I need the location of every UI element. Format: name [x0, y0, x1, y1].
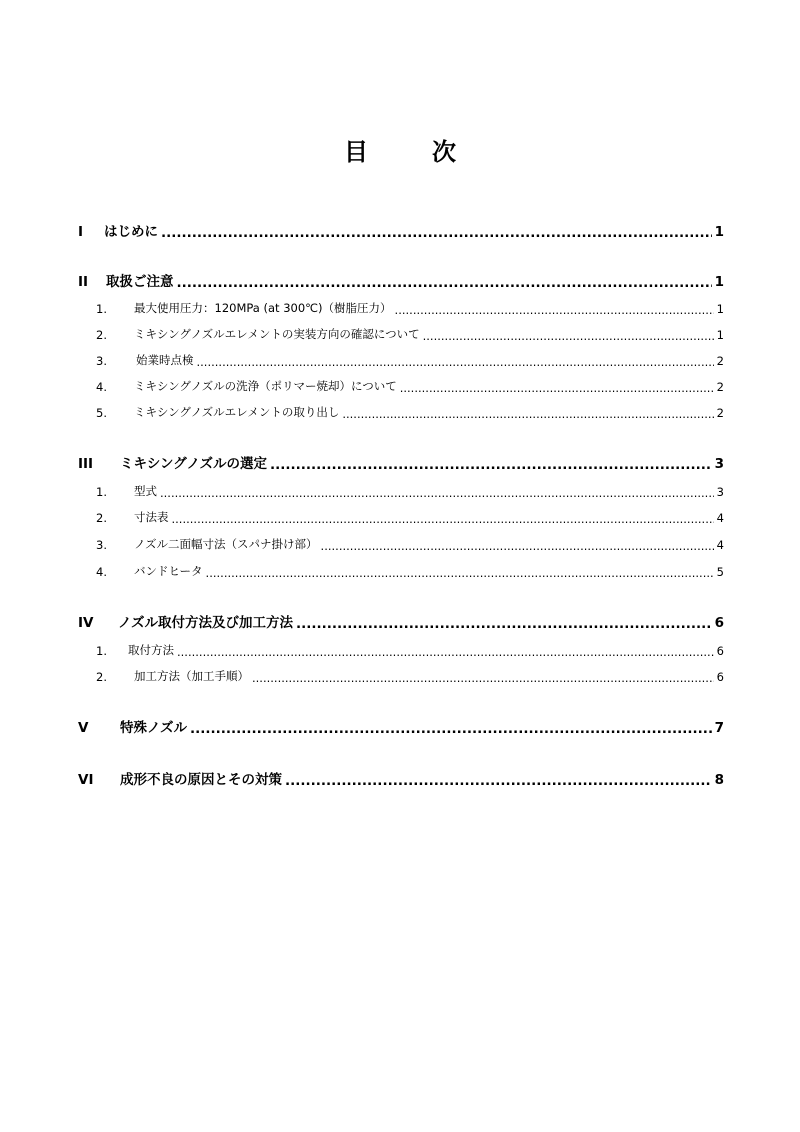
toc-number: 4.: [96, 565, 107, 579]
toc-number: 3.: [96, 538, 107, 552]
toc-label: ミキシングノズルの洗浄（ポリマー焼却）について: [134, 379, 397, 393]
toc-section-2-5[interactable]: [78, 400, 724, 420]
toc-chapter-2[interactable]: [78, 270, 724, 290]
toc-number: VI: [78, 772, 94, 788]
toc-number: 5.: [96, 406, 107, 420]
toc-number: 2.: [96, 328, 107, 342]
page-title: 目 次: [344, 138, 476, 166]
toc-leader: [395, 305, 714, 317]
toc-label: バンドヒータ: [134, 564, 203, 578]
toc-section-2-1[interactable]: [78, 296, 724, 316]
toc-section-3-4[interactable]: [78, 559, 724, 579]
toc-page-number: 1: [714, 224, 724, 240]
toc-label: 型式: [134, 484, 157, 498]
toc-leader: [296, 618, 712, 632]
toc-number: I: [78, 224, 84, 240]
toc-number: 1.: [96, 485, 107, 499]
toc-label: 成形不良の原因とその対策: [120, 772, 282, 788]
toc-leader: [400, 383, 714, 395]
toc-page-number: 3: [716, 485, 724, 499]
toc-leader: [206, 568, 714, 580]
toc-section-3-3[interactable]: [78, 532, 724, 552]
toc-section-4-2[interactable]: [78, 664, 724, 684]
toc-label: 取扱ご注意: [106, 274, 174, 290]
toc-label: ミキシングノズルエレメントの実装方向の確認について: [134, 327, 420, 341]
toc-chapter-1[interactable]: [78, 220, 724, 240]
toc-label: はじめに: [104, 224, 158, 240]
toc-number: IV: [78, 615, 94, 631]
toc-number: III: [78, 456, 94, 472]
toc-leader: [423, 331, 714, 343]
toc-chapter-4[interactable]: [78, 611, 724, 631]
toc-number: 4.: [96, 380, 107, 394]
toc-leader: [177, 277, 712, 291]
toc-page-number: 2: [716, 380, 724, 394]
toc-section-3-2[interactable]: [78, 505, 724, 525]
toc-section-4-1[interactable]: [78, 638, 724, 658]
toc-number: 2.: [96, 511, 107, 525]
toc-section-2-2[interactable]: [78, 322, 724, 342]
toc-label: ノズル取付方法及び加工方法: [118, 615, 293, 631]
toc-page-number: 4: [716, 538, 724, 552]
toc-label: ミキシングノズルエレメントの取り出し: [134, 405, 340, 419]
toc-page-number: 2: [716, 406, 724, 420]
toc-page-number: 1: [716, 302, 724, 316]
toc-page-number: 7: [714, 720, 724, 736]
toc-page-number: 3: [714, 456, 724, 472]
toc-leader: [190, 723, 712, 737]
toc-leader: [160, 488, 714, 500]
toc-leader: [177, 647, 714, 659]
toc-label: 特殊ノズル: [120, 720, 187, 736]
toc-label: 最大使用圧力：120MPa (at 300℃)（樹脂圧力）: [134, 301, 392, 315]
toc-leader: [252, 673, 714, 685]
toc-page-number: 5: [716, 565, 724, 579]
toc-page-number: 1: [716, 328, 724, 342]
toc-section-2-4[interactable]: [78, 374, 724, 394]
toc-leader: [285, 775, 712, 789]
toc-page-number: 6: [716, 670, 724, 684]
toc-label: ミキシングノズルの選定: [120, 456, 267, 472]
toc-chapter-6[interactable]: [78, 768, 724, 788]
toc-number: 3.: [96, 354, 107, 368]
toc-page-number: 1: [714, 274, 724, 290]
toc-leader: [161, 227, 712, 241]
toc-page-number: 2: [716, 354, 724, 368]
toc-section-2-3[interactable]: [78, 348, 724, 368]
toc-leader: [197, 357, 714, 369]
toc-page-number: 8: [714, 772, 724, 788]
toc-page-number: 6: [716, 644, 724, 658]
toc-label: 始業時点検: [136, 353, 194, 367]
toc-label: ノズル二面幅寸法（スパナ掛け部）: [134, 537, 318, 551]
toc-number: II: [78, 274, 89, 290]
toc-label: 加工方法（加工手順）: [134, 669, 249, 683]
toc-chapter-3[interactable]: [78, 452, 724, 472]
toc-chapter-5[interactable]: [78, 716, 724, 736]
toc-page-number: 4: [716, 511, 724, 525]
toc-section-3-1[interactable]: [78, 479, 724, 499]
toc-number: V: [78, 720, 89, 736]
toc-leader: [342, 409, 713, 421]
toc-number: 1.: [96, 302, 107, 316]
toc-leader: [270, 459, 712, 473]
toc-label: 寸法表: [134, 510, 169, 524]
toc-leader: [321, 541, 714, 553]
toc-number: 2.: [96, 670, 107, 684]
toc-leader: [172, 514, 714, 526]
toc-number: 1.: [96, 644, 107, 658]
toc-label: 取付方法: [128, 643, 174, 657]
toc-page-number: 6: [714, 615, 724, 631]
